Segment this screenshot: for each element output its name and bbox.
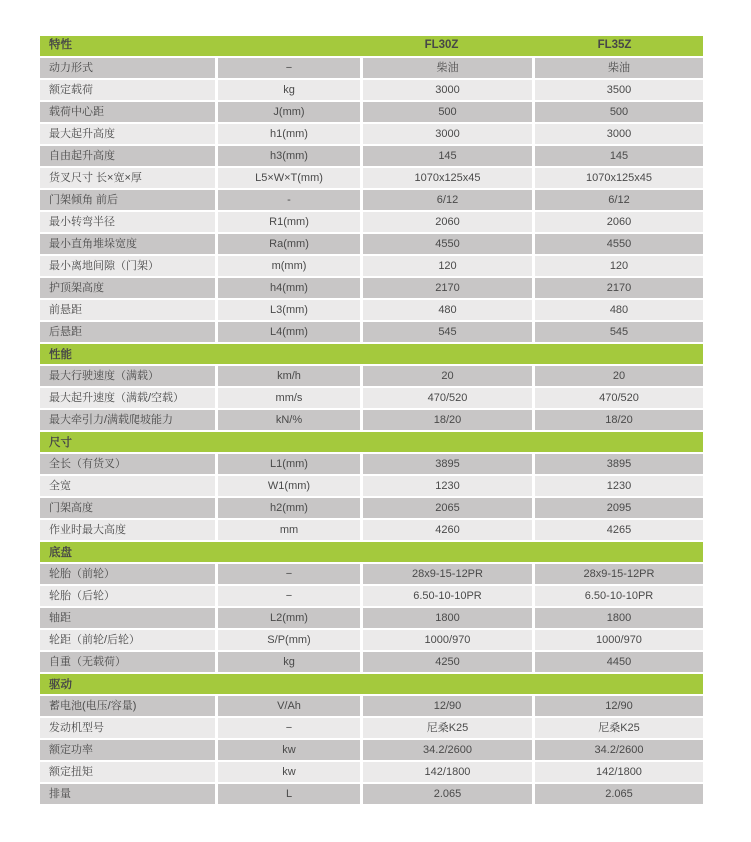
row-fl35z-value-cell: 3500 xyxy=(535,80,703,100)
row-unit-cell: W1(mm) xyxy=(218,476,360,496)
row-fl35z-value-cell: 1800 xyxy=(535,608,703,628)
section-title: 驱动 xyxy=(49,679,72,691)
row-unit-cell: kw xyxy=(218,762,360,782)
row-feature-cell: 作业时最大高度 xyxy=(40,520,215,540)
row-feature-cell: 最大牵引力/满载爬坡能力 xyxy=(40,410,215,430)
table-row xyxy=(40,476,703,496)
table-row xyxy=(40,454,703,474)
row-fl30z-value-cell: 470/520 xyxy=(363,388,532,408)
row-fl30z-value-cell: 尼桑K25 xyxy=(363,718,532,738)
row-unit-cell: L4(mm) xyxy=(218,322,360,342)
row-fl35z-value-cell: 142/1800 xyxy=(535,762,703,782)
row-fl35z-value-cell: 6.50-10-10PR xyxy=(535,586,703,606)
row-fl30z-value-cell: 20 xyxy=(363,366,532,386)
row-fl35z-value-cell: 2095 xyxy=(535,498,703,518)
row-feature-cell: 护顶架高度 xyxy=(40,278,215,298)
row-feature-cell: 最大行驶速度（满载） xyxy=(40,366,215,386)
table-row xyxy=(40,608,703,628)
row-fl35z-value-cell: 6/12 xyxy=(535,190,703,210)
row-feature-cell: 额定扭矩 xyxy=(40,762,215,782)
row-fl30z-value-cell: 2.065 xyxy=(363,784,532,804)
row-feature-cell: 全宽 xyxy=(40,476,215,496)
row-unit-cell: V/Ah xyxy=(218,696,360,716)
table-row xyxy=(40,498,703,518)
row-feature-cell: 最小离地间隙（门架） xyxy=(40,256,215,276)
row-unit-cell: L xyxy=(218,784,360,804)
row-fl30z-value-cell: 1000/970 xyxy=(363,630,532,650)
row-fl30z-value-cell: 545 xyxy=(363,322,532,342)
row-fl30z-value-cell: 480 xyxy=(363,300,532,320)
row-fl35z-value-cell: 2.065 xyxy=(535,784,703,804)
row-fl30z-value-cell: 柴油 xyxy=(363,58,532,78)
row-feature-cell: 额定载荷 xyxy=(40,80,215,100)
row-feature-cell: 发动机型号 xyxy=(40,718,215,738)
row-feature-cell: 额定功率 xyxy=(40,740,215,760)
row-feature-cell: 后悬距 xyxy=(40,322,215,342)
row-unit-cell: h2(mm) xyxy=(218,498,360,518)
row-fl30z-value-cell: 1230 xyxy=(363,476,532,496)
row-unit-cell: R1(mm) xyxy=(218,212,360,232)
row-fl30z-value-cell: 4260 xyxy=(363,520,532,540)
table-row xyxy=(40,190,703,210)
row-fl35z-value-cell: 3000 xyxy=(535,124,703,144)
row-fl35z-value-cell: 34.2/2600 xyxy=(535,740,703,760)
row-feature-cell: 全长（有货叉） xyxy=(40,454,215,474)
row-unit-cell: kw xyxy=(218,740,360,760)
table-row xyxy=(40,366,703,386)
row-fl30z-value-cell: 18/20 xyxy=(363,410,532,430)
row-fl35z-value-cell: 120 xyxy=(535,256,703,276)
row-fl35z-value-cell: 545 xyxy=(535,322,703,342)
row-unit-cell: m(mm) xyxy=(218,256,360,276)
table-row xyxy=(40,58,703,78)
header-feature-label: 特性 xyxy=(49,39,72,52)
row-unit-cell: L3(mm) xyxy=(218,300,360,320)
row-unit-cell: L2(mm) xyxy=(218,608,360,628)
row-fl35z-value-cell: 480 xyxy=(535,300,703,320)
table-row xyxy=(40,256,703,276)
table-row xyxy=(40,146,703,166)
table-row xyxy=(40,784,703,804)
table-row xyxy=(40,652,703,672)
row-unit-cell: - xyxy=(218,190,360,210)
row-feature-cell: 最小转弯半径 xyxy=(40,212,215,232)
section-title: 尺寸 xyxy=(49,437,72,449)
row-fl35z-value-cell: 1070x125x45 xyxy=(535,168,703,188)
row-fl35z-value-cell: 12/90 xyxy=(535,696,703,716)
section-header-bar xyxy=(40,344,703,364)
row-fl35z-value-cell: 20 xyxy=(535,366,703,386)
row-fl30z-value-cell: 2065 xyxy=(363,498,532,518)
row-fl30z-value-cell: 6.50-10-10PR xyxy=(363,586,532,606)
row-unit-cell: − xyxy=(218,58,360,78)
header-unit-column xyxy=(215,36,357,56)
row-feature-cell: 最大起升速度（满载/空载） xyxy=(40,388,215,408)
table-row xyxy=(40,388,703,408)
row-fl35z-value-cell: 500 xyxy=(535,102,703,122)
section-header-bar xyxy=(40,542,703,562)
row-unit-cell: h1(mm) xyxy=(218,124,360,144)
table-row xyxy=(40,124,703,144)
row-fl35z-value-cell: 145 xyxy=(535,146,703,166)
row-fl30z-value-cell: 1070x125x45 xyxy=(363,168,532,188)
row-unit-cell: h3(mm) xyxy=(218,146,360,166)
row-feature-cell: 门架高度 xyxy=(40,498,215,518)
forklift-spec-table xyxy=(40,36,703,804)
row-feature-cell: 最小直角堆垛宽度 xyxy=(40,234,215,254)
row-unit-cell: L1(mm) xyxy=(218,454,360,474)
row-feature-cell: 轴距 xyxy=(40,608,215,628)
row-feature-cell: 轮胎（后轮） xyxy=(40,586,215,606)
row-feature-cell: 自由起升高度 xyxy=(40,146,215,166)
row-fl30z-value-cell: 3895 xyxy=(363,454,532,474)
row-fl35z-value-cell: 2170 xyxy=(535,278,703,298)
table-row xyxy=(40,740,703,760)
table-row xyxy=(40,168,703,188)
row-fl35z-value-cell: 28x9-15-12PR xyxy=(535,564,703,584)
row-feature-cell: 轮胎（前轮） xyxy=(40,564,215,584)
row-fl30z-value-cell: 500 xyxy=(363,102,532,122)
row-fl35z-value-cell: 470/520 xyxy=(535,388,703,408)
table-row xyxy=(40,234,703,254)
row-unit-cell: kg xyxy=(218,652,360,672)
table-row xyxy=(40,322,703,342)
row-fl30z-value-cell: 1800 xyxy=(363,608,532,628)
row-unit-cell: km/h xyxy=(218,366,360,386)
row-fl35z-value-cell: 柴油 xyxy=(535,58,703,78)
row-fl35z-value-cell: 尼桑K25 xyxy=(535,718,703,738)
row-unit-cell: − xyxy=(218,586,360,606)
row-feature-cell: 最大起升高度 xyxy=(40,124,215,144)
row-fl35z-value-cell: 1230 xyxy=(535,476,703,496)
row-fl30z-value-cell: 6/12 xyxy=(363,190,532,210)
row-fl30z-value-cell: 12/90 xyxy=(363,696,532,716)
table-row xyxy=(40,718,703,738)
row-unit-cell: mm xyxy=(218,520,360,540)
row-unit-cell: S/P(mm) xyxy=(218,630,360,650)
row-fl35z-value-cell: 18/20 xyxy=(535,410,703,430)
row-fl35z-value-cell: 4450 xyxy=(535,652,703,672)
row-unit-cell: kg xyxy=(218,80,360,100)
row-unit-cell: kN/% xyxy=(218,410,360,430)
row-fl35z-value-cell: 4265 xyxy=(535,520,703,540)
row-fl30z-value-cell: 34.2/2600 xyxy=(363,740,532,760)
table-row xyxy=(40,80,703,100)
table-header-row xyxy=(40,36,703,56)
table-row xyxy=(40,212,703,232)
table-row xyxy=(40,630,703,650)
row-feature-cell: 蓄电池(电压/容量) xyxy=(40,696,215,716)
table-row xyxy=(40,102,703,122)
table-row xyxy=(40,762,703,782)
row-fl35z-value-cell: 1000/970 xyxy=(535,630,703,650)
row-unit-cell: − xyxy=(218,718,360,738)
row-feature-cell: 载荷中心距 xyxy=(40,102,215,122)
table-row xyxy=(40,300,703,320)
row-fl30z-value-cell: 2060 xyxy=(363,212,532,232)
row-feature-cell: 排量 xyxy=(40,784,215,804)
row-unit-cell: mm/s xyxy=(218,388,360,408)
row-fl35z-value-cell: 2060 xyxy=(535,212,703,232)
table-row xyxy=(40,696,703,716)
header-model-fl30z: FL30Z xyxy=(424,39,459,52)
row-feature-cell: 门架倾角 前后 xyxy=(40,190,215,210)
row-unit-cell: − xyxy=(218,564,360,584)
row-fl30z-value-cell: 120 xyxy=(363,256,532,276)
table-row xyxy=(40,586,703,606)
row-feature-cell: 自重（无载荷） xyxy=(40,652,215,672)
section-title: 底盘 xyxy=(49,547,72,559)
row-unit-cell: h4(mm) xyxy=(218,278,360,298)
row-fl30z-value-cell: 4550 xyxy=(363,234,532,254)
row-fl30z-value-cell: 28x9-15-12PR xyxy=(363,564,532,584)
section-title: 性能 xyxy=(49,349,72,361)
row-fl35z-value-cell: 3895 xyxy=(535,454,703,474)
row-fl35z-value-cell: 4550 xyxy=(535,234,703,254)
row-unit-cell: J(mm) xyxy=(218,102,360,122)
row-unit-cell: Ra(mm) xyxy=(218,234,360,254)
section-header-bar xyxy=(40,432,703,452)
table-row xyxy=(40,520,703,540)
table-row xyxy=(40,410,703,430)
row-fl30z-value-cell: 142/1800 xyxy=(363,762,532,782)
row-fl30z-value-cell: 2170 xyxy=(363,278,532,298)
row-fl30z-value-cell: 4250 xyxy=(363,652,532,672)
row-unit-cell: L5×W×T(mm) xyxy=(218,168,360,188)
row-fl30z-value-cell: 3000 xyxy=(363,124,532,144)
table-row xyxy=(40,278,703,298)
row-feature-cell: 前悬距 xyxy=(40,300,215,320)
row-fl30z-value-cell: 3000 xyxy=(363,80,532,100)
row-feature-cell: 轮距（前轮/后轮） xyxy=(40,630,215,650)
row-feature-cell: 货叉尺寸 长×宽×厚 xyxy=(40,168,215,188)
row-fl30z-value-cell: 145 xyxy=(363,146,532,166)
section-header-bar xyxy=(40,674,703,694)
header-model-fl35z: FL35Z xyxy=(597,39,632,52)
row-feature-cell: 动力形式 xyxy=(40,58,215,78)
table-row xyxy=(40,564,703,584)
